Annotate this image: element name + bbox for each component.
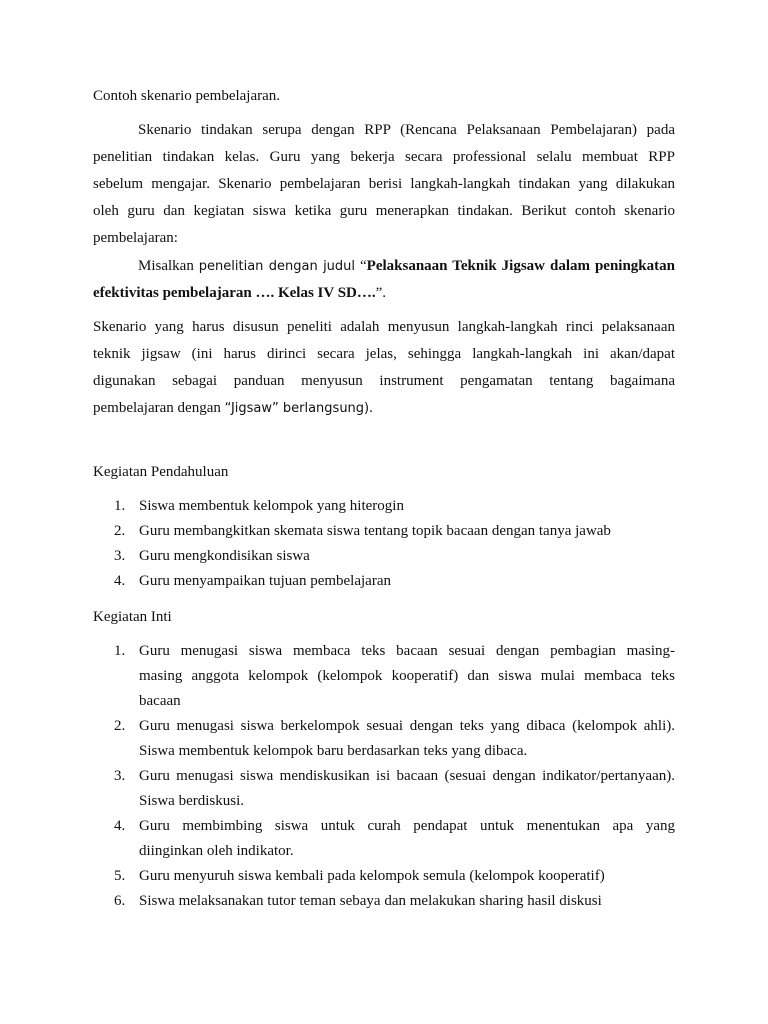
paragraph-line: Skenario yang harus disusun peneliti adalah menyusun langkah-langkah rinci pelaksanaan bbox=[93, 319, 675, 335]
inti-list bbox=[93, 639, 675, 914]
paragraph-line: penelitian tindakan kelas. Guru yang bekerja secara professional selalu membuat RPP bbox=[93, 149, 675, 165]
list-item bbox=[93, 519, 675, 544]
list-number: 4. bbox=[114, 818, 126, 834]
open-quote: “ bbox=[355, 258, 367, 274]
list-item-line: Siswa berdiskusi. bbox=[139, 793, 244, 809]
list-number: 5. bbox=[114, 868, 126, 884]
research-title-part2: efektivitas pembelajaran …. Kelas IV SD…. bbox=[93, 285, 376, 301]
list-item-line: Guru menugasi siswa mendiskusikan isi bacaan (sesuai dengan indikator/pertanyaan). bbox=[139, 768, 675, 784]
paragraph-line: Skenario tindakan serupa dengan RPP (Rencana Pelaksanaan Pembelajaran) pada bbox=[138, 122, 675, 138]
list-number: 6. bbox=[114, 893, 126, 909]
paragraph-line bbox=[93, 280, 675, 307]
list-number: 2. bbox=[114, 523, 126, 539]
list-number: 4. bbox=[114, 573, 126, 589]
list-number: 3. bbox=[114, 548, 126, 564]
list-item-line: Guru membimbing siswa untuk curah pendapat untuk menentukan apa yang bbox=[139, 818, 675, 834]
list-item-line: Guru menugasi siswa membaca teks bacaan sesuai dengan pembagian masing- bbox=[139, 643, 675, 659]
list-number: 3. bbox=[114, 768, 126, 784]
list-item-text: Siswa membentuk kelompok yang hiterogin bbox=[139, 498, 404, 514]
lead-text-sans: penelitian dengan judul bbox=[198, 259, 356, 274]
list-item bbox=[93, 764, 675, 814]
paragraph-text-sans: “Jigsaw” berlangsung) bbox=[224, 401, 370, 416]
paragraph-line bbox=[93, 253, 675, 280]
paragraph-text: pembelajaran dengan bbox=[93, 400, 225, 416]
list-item bbox=[93, 714, 675, 764]
list-item-line: Siswa membentuk kelompok baru berdasarkan teks yang dibaca. bbox=[139, 743, 528, 759]
intro-title: Contoh skenario pembelajaran. bbox=[93, 88, 281, 104]
list-item bbox=[93, 544, 675, 569]
list-item bbox=[93, 569, 675, 594]
list-item-text: Guru mengkondisikan siswa bbox=[139, 548, 310, 564]
section-heading-pendahuluan: Kegiatan Pendahuluan bbox=[93, 464, 229, 480]
list-number: 2. bbox=[114, 718, 126, 734]
section-heading-inti: Kegiatan Inti bbox=[93, 609, 172, 625]
list-item-text: Guru membangkitkan skemata siswa tentang topik bacaan dengan tanya jawab bbox=[139, 523, 611, 539]
paragraph-line bbox=[93, 395, 675, 422]
list-item-line: Guru menyuruh siswa kembali pada kelompok semula (kelompok kooperatif) bbox=[139, 868, 605, 884]
list-item-text: Guru menyampaikan tujuan pembelajaran bbox=[139, 573, 391, 589]
paragraph-end: . bbox=[369, 400, 373, 416]
list-item bbox=[93, 814, 675, 864]
paragraph-title-example bbox=[93, 253, 675, 307]
research-title-part1: Pelaksanaan Teknik Jigsaw dalam peningkatan bbox=[366, 258, 675, 274]
paragraph-rpp bbox=[93, 117, 675, 252]
list-item bbox=[93, 864, 675, 889]
paragraph-jigsaw-steps bbox=[93, 314, 675, 422]
paragraph-line: oleh guru dan kegiatan siswa ketika guru menerapkan tindakan. Berikut contoh skenario bbox=[93, 203, 675, 219]
paragraph-line: digunakan sebagai panduan menyusun instrument pengamatan tentang bagaimana bbox=[93, 373, 675, 389]
pendahuluan-list bbox=[93, 494, 675, 594]
list-item bbox=[93, 889, 675, 914]
list-number: 1. bbox=[114, 498, 126, 514]
list-item-line: bacaan bbox=[139, 693, 181, 709]
list-number: 1. bbox=[114, 643, 126, 659]
list-item-line: Guru menugasi siswa berkelompok sesuai dengan teks yang dibaca (kelompok ahli). bbox=[139, 718, 675, 734]
list-item-line: diinginkan oleh indikator. bbox=[139, 843, 294, 859]
list-item-line: masing anggota kelompok (kelompok kooperatif) dan siswa mulai membaca teks bbox=[139, 668, 675, 684]
list-item-line: Siswa melaksanakan tutor teman sebaya dan melakukan sharing hasil diskusi bbox=[139, 893, 602, 909]
list-item bbox=[93, 639, 675, 714]
close-quote: ”. bbox=[375, 285, 387, 301]
lead-text: Misalkan bbox=[138, 258, 199, 274]
paragraph-line: sebelum mengajar. Skenario pembelajaran berisi langkah-langkah tindakan yang dilakukan bbox=[93, 176, 675, 192]
list-item bbox=[93, 494, 675, 519]
paragraph-line: pembelajaran: bbox=[93, 230, 178, 246]
paragraph-line: teknik jigsaw (ini harus dirinci secara jelas, sehingga langkah-langkah ini akan/dapat bbox=[93, 346, 675, 362]
